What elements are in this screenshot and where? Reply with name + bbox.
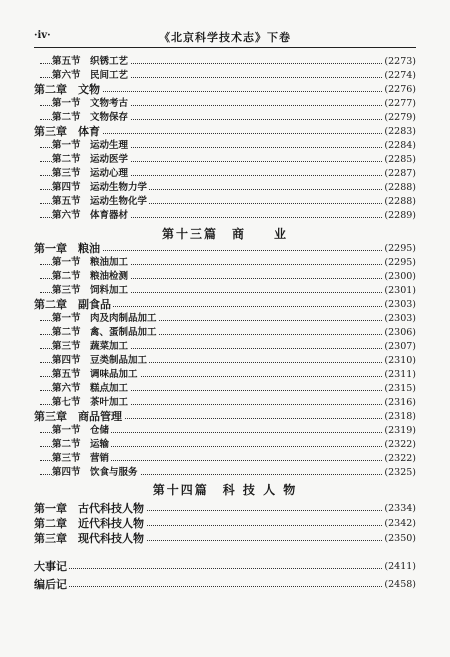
entry-title: 第五节 调味品加工: [52, 369, 138, 380]
entry-title: 第四节 饮食与服务: [52, 467, 138, 478]
entry-title: 第五节 织锈工艺: [52, 56, 129, 67]
entry-page-number: (2284): [384, 140, 416, 151]
entry-page-number: (2322): [384, 439, 416, 450]
entry-page-number: (2319): [384, 425, 416, 436]
toc-section-entry[interactable]: [0, 97, 450, 111]
entry-title: 第三章 现代科技人物: [34, 532, 144, 545]
toc-section-entry[interactable]: [0, 326, 450, 340]
entry-page-number: (2310): [384, 355, 416, 366]
entry-page-number: (2295): [384, 257, 416, 268]
entry-title: 编后记: [34, 578, 67, 591]
entry-page-number: (2325): [384, 467, 416, 478]
entry-title: 第七节 茶叶加工: [52, 397, 129, 408]
entry-title: 第五节 运动生物化学: [52, 196, 148, 207]
entry-title: 第一章 古代科技人物: [34, 502, 144, 515]
toc-section-entry[interactable]: [0, 256, 450, 270]
toc-chapter-entry[interactable]: [0, 242, 450, 256]
entry-page-number: (2411): [384, 561, 416, 572]
toc-section-entry[interactable]: [0, 55, 450, 69]
dot-leader: [40, 568, 412, 569]
entry-title: 第一节 粮油加工: [52, 257, 129, 268]
entry-title: 第四节 豆类制品加工: [52, 355, 148, 366]
entry-title: 第一节 肉及肉制品加工: [52, 313, 157, 324]
entry-title: 第二节 运输: [52, 439, 110, 450]
toc-chapter-entry[interactable]: [0, 298, 450, 312]
entry-page-number: (2287): [384, 168, 416, 179]
entry-page-number: (2288): [384, 182, 416, 193]
entry-title: 第二章 近代科技人物: [34, 517, 144, 530]
entry-page-number: (2274): [384, 70, 416, 81]
toc-section-entry[interactable]: [0, 396, 450, 410]
toc-section-entry[interactable]: [0, 111, 450, 125]
entry-page-number: (2289): [384, 210, 416, 221]
entry-page-number: (2303): [384, 299, 416, 310]
toc-section-entry[interactable]: [0, 382, 450, 396]
entry-page-number: (2295): [384, 243, 416, 254]
entry-title: 第一节 文物考古: [52, 98, 129, 109]
toc-appendix-entry[interactable]: [0, 578, 450, 592]
entry-title: 大事记: [34, 560, 67, 573]
toc-chapter-entry[interactable]: [0, 517, 450, 531]
toc-section-entry[interactable]: [0, 284, 450, 298]
entry-page-number: (2300): [384, 271, 416, 282]
toc-section-entry[interactable]: [0, 312, 450, 326]
toc-section-entry[interactable]: [0, 270, 450, 284]
toc-section-entry[interactable]: [0, 438, 450, 452]
toc-section-entry[interactable]: [0, 167, 450, 181]
page-number: ·iv·: [34, 30, 51, 41]
entry-page-number: (2334): [384, 503, 416, 514]
entry-title: 第二节 粮油检测: [52, 271, 129, 282]
toc-chapter-entry[interactable]: [0, 532, 450, 546]
book-title: 《北京科学技术志》下卷: [159, 31, 291, 44]
entry-title: 第六节 民间工艺: [52, 70, 129, 81]
entry-title: 第四节 运动生物力学: [52, 182, 148, 193]
toc-chapter-entry[interactable]: [0, 502, 450, 516]
entry-page-number: (2303): [384, 313, 416, 324]
entry-page-number: (2311): [384, 369, 416, 380]
entry-page-number: (2322): [384, 453, 416, 464]
entry-title: 第二节 文物保存: [52, 112, 129, 123]
entry-title: 第三节 蔬菜加工: [52, 341, 129, 352]
entry-title: 第三章 体育: [34, 125, 100, 138]
toc-chapter-entry[interactable]: [0, 125, 450, 139]
entry-page-number: (2316): [384, 397, 416, 408]
toc-section-entry[interactable]: [0, 195, 450, 209]
toc-section-entry[interactable]: [0, 69, 450, 83]
entry-page-number: (2307): [384, 341, 416, 352]
toc-chapter-entry[interactable]: [0, 83, 450, 97]
entry-page-number: (2276): [384, 84, 416, 95]
toc-section-entry[interactable]: [0, 424, 450, 438]
entry-title: 第一章 粮油: [34, 242, 100, 255]
toc-section-entry[interactable]: [0, 153, 450, 167]
entry-title: 第二节 禽、蛋制品加工: [52, 327, 157, 338]
entry-page-number: (2306): [384, 327, 416, 338]
entry-page-number: (2350): [384, 533, 416, 544]
entry-page-number: (2285): [384, 154, 416, 165]
dot-leader: [40, 586, 412, 587]
part-title: 第十四篇 科 技 人 物: [152, 483, 298, 497]
entry-page-number: (2318): [384, 411, 416, 422]
entry-title: 第一节 运动生理: [52, 140, 129, 151]
entry-page-number: (2301): [384, 285, 416, 296]
part-title: 第十三篇 商 业: [161, 227, 288, 241]
entry-page-number: (2273): [384, 56, 416, 67]
entry-page-number: (2458): [384, 579, 416, 590]
entry-title: 第三节 运动心理: [52, 168, 129, 179]
entry-page-number: (2277): [384, 98, 416, 109]
entry-title: 第二章 副食品: [34, 298, 111, 311]
toc-section-entry[interactable]: [0, 466, 450, 480]
entry-title: 第六节 体育器材: [52, 210, 129, 221]
entry-page-number: (2283): [384, 126, 416, 137]
entry-page-number: (2342): [384, 518, 416, 529]
entry-title: 第一节 仓储: [52, 425, 110, 436]
toc-section-entry[interactable]: [0, 139, 450, 153]
toc-section-entry[interactable]: [0, 452, 450, 466]
toc-section-entry[interactable]: [0, 209, 450, 223]
toc-section-entry[interactable]: [0, 354, 450, 368]
toc-appendix-entry[interactable]: [0, 560, 450, 574]
entry-title: 第三节 营销: [52, 453, 110, 464]
entry-title: 第三节 饲料加工: [52, 285, 129, 296]
entry-title: 第六节 糕点加工: [52, 383, 129, 394]
toc-chapter-entry[interactable]: [0, 410, 450, 424]
entry-page-number: (2315): [384, 383, 416, 394]
entry-title: 第二节 运动医学: [52, 154, 129, 165]
entry-title: 第三章 商品管理: [34, 410, 122, 423]
entry-title: 第二章 文物: [34, 83, 100, 96]
toc-section-entry[interactable]: [0, 181, 450, 195]
toc-section-entry[interactable]: [0, 368, 450, 382]
entry-page-number: (2279): [384, 112, 416, 123]
toc-section-entry[interactable]: [0, 340, 450, 354]
entry-page-number: (2288): [384, 196, 416, 207]
